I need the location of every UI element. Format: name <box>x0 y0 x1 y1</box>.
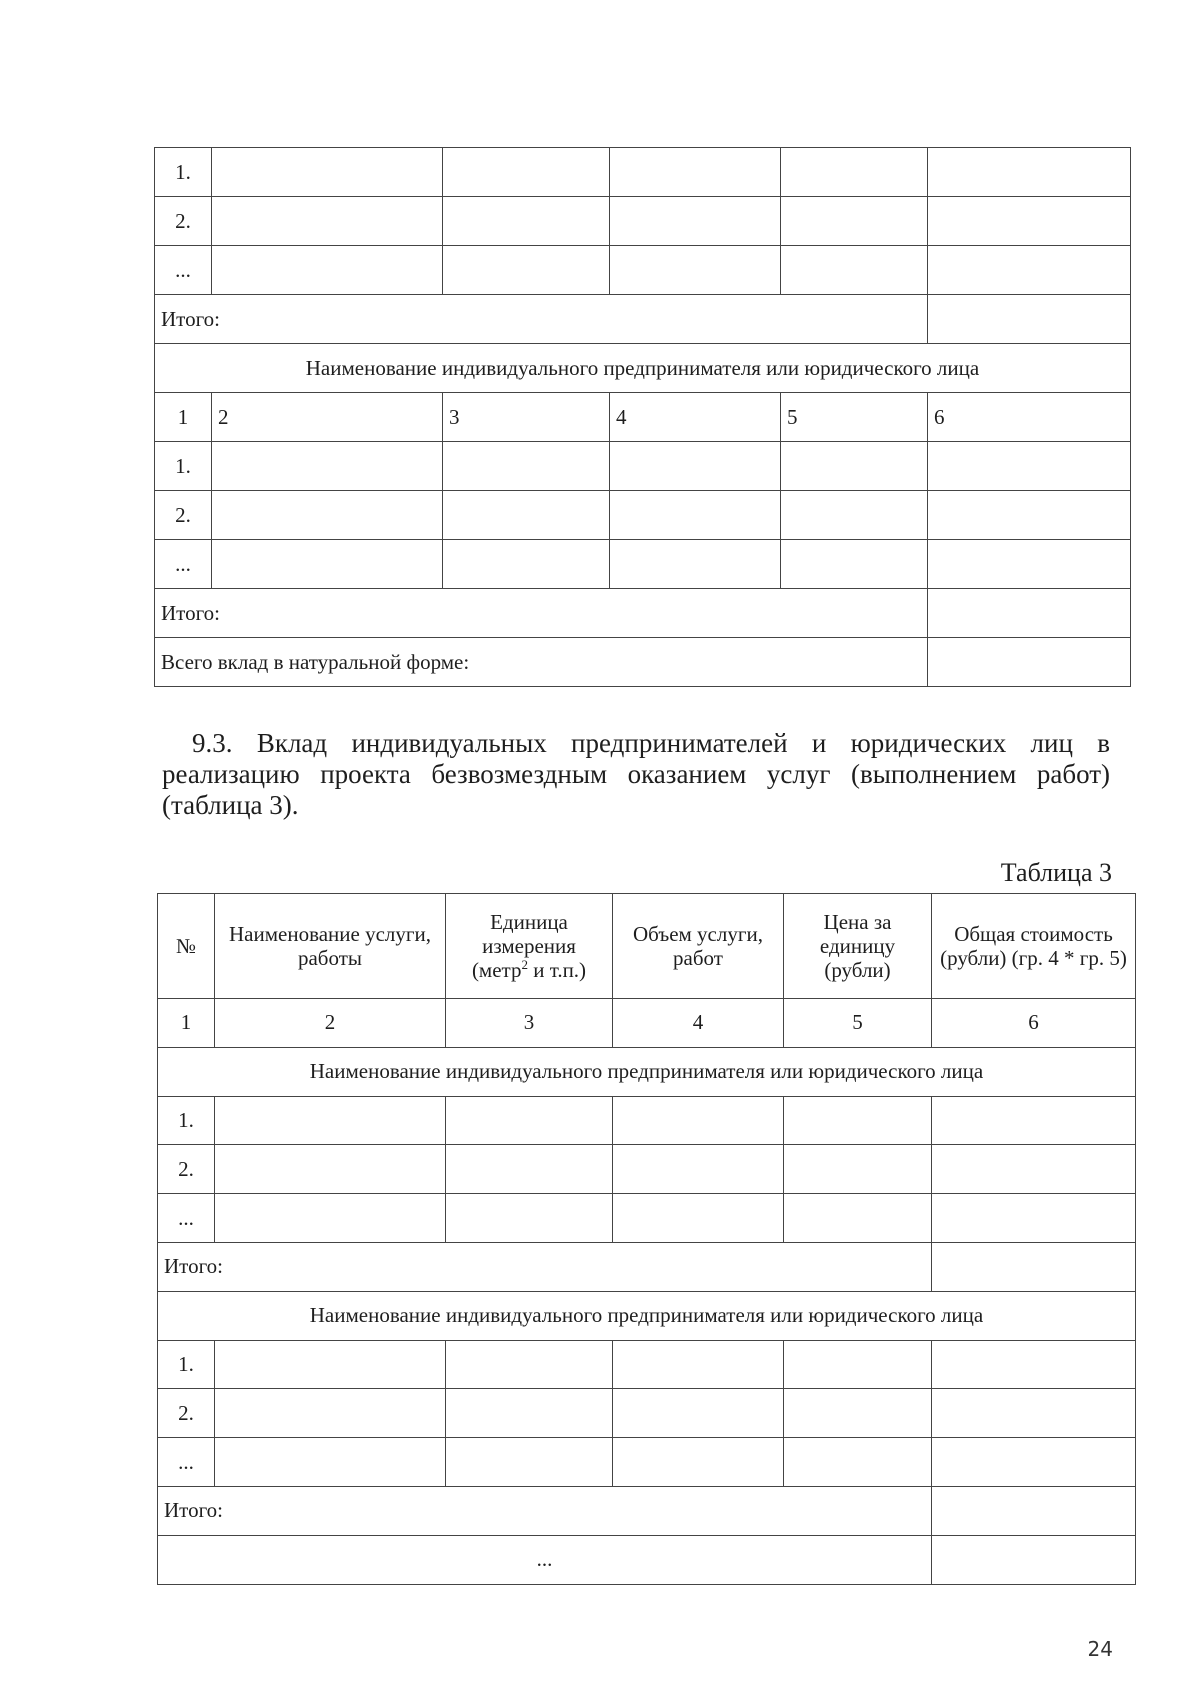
column-numbers-row <box>155 393 1131 442</box>
empty-cell <box>215 1340 446 1389</box>
col-num: 4 <box>610 393 781 442</box>
empty-cell <box>928 197 1131 246</box>
section-9-3-paragraph: 9.3. Вклад индивидуальных предпринимателей и юридических лиц в реализацию проекта безвозмездным оказанием услуг (выполнением работ) (таблица 3). <box>162 728 1110 820</box>
row-number: ... <box>158 1194 215 1243</box>
total-value-cell <box>928 589 1131 638</box>
empty-cell <box>446 1340 613 1389</box>
empty-cell <box>613 1096 784 1145</box>
col-num: 6 <box>928 393 1131 442</box>
entity-section-row <box>158 1047 1136 1096</box>
empty-cell <box>928 148 1131 197</box>
empty-cell <box>932 1096 1136 1145</box>
empty-cell <box>446 1145 613 1194</box>
empty-cell <box>613 1389 784 1438</box>
table-row <box>155 148 1131 197</box>
header-unit-price: Цена за единицу (рубли) <box>784 894 932 999</box>
empty-cell <box>932 1194 1136 1243</box>
total-row <box>155 638 1131 687</box>
empty-cell <box>443 197 610 246</box>
empty-cell <box>781 540 928 589</box>
empty-cell <box>784 1438 932 1487</box>
total-label: Итого: <box>158 1242 932 1291</box>
table-row <box>155 442 1131 491</box>
table-row <box>155 491 1131 540</box>
col-num: 1 <box>158 999 215 1048</box>
entity-section-row <box>155 344 1131 393</box>
entity-section-row <box>158 1291 1136 1340</box>
total-value-cell <box>928 638 1131 687</box>
entity-name-heading: Наименование индивидуального предпринимателя или юридического лица <box>158 1047 1136 1096</box>
row-number: 2. <box>158 1145 215 1194</box>
empty-cell <box>215 1194 446 1243</box>
row-number: 1. <box>155 442 212 491</box>
empty-cell <box>212 442 443 491</box>
empty-cell <box>446 1194 613 1243</box>
empty-cell <box>932 1145 1136 1194</box>
header-unit: Единица измерения (метр$^2$ и т.п.) <box>446 894 613 999</box>
empty-cell <box>446 1438 613 1487</box>
col-num: 3 <box>446 999 613 1048</box>
empty-cell <box>928 246 1131 295</box>
empty-cell <box>613 1194 784 1243</box>
row-number: ... <box>158 1438 215 1487</box>
empty-cell <box>781 491 928 540</box>
row-number: 2. <box>158 1389 215 1438</box>
empty-cell <box>613 1145 784 1194</box>
empty-cell <box>781 442 928 491</box>
col-num: 2 <box>212 393 443 442</box>
continuation-ellipsis: ... <box>158 1535 932 1584</box>
empty-cell <box>215 1145 446 1194</box>
empty-cell <box>610 491 781 540</box>
empty-cell <box>443 540 610 589</box>
row-number: ... <box>155 246 212 295</box>
col-num: 5 <box>784 999 932 1048</box>
empty-cell <box>215 1438 446 1487</box>
table-row <box>158 1389 1136 1438</box>
empty-cell <box>446 1096 613 1145</box>
table-3-caption: Таблица 3 <box>1000 858 1112 887</box>
empty-cell <box>781 197 928 246</box>
empty-cell <box>443 442 610 491</box>
header-number: № <box>158 894 215 999</box>
empty-cell <box>215 1389 446 1438</box>
table-row <box>158 1096 1136 1145</box>
col-num: 5 <box>781 393 928 442</box>
empty-cell <box>443 148 610 197</box>
entity-name-heading: Наименование индивидуального предпринимателя или юридического лица <box>155 344 1131 393</box>
col-num: 4 <box>613 999 784 1048</box>
col-num: 2 <box>215 999 446 1048</box>
empty-cell <box>784 1389 932 1438</box>
empty-cell <box>212 148 443 197</box>
header-service-name: Наименование услуги, работы <box>215 894 446 999</box>
total-row <box>158 1486 1136 1535</box>
total-label: Всего вклад в натуральной форме: <box>155 638 928 687</box>
services-contribution-table <box>157 893 1136 1585</box>
col-num: 6 <box>932 999 1136 1048</box>
table-header-row <box>158 894 1136 999</box>
empty-cell <box>928 491 1131 540</box>
header-volume: Объем услуги, работ <box>613 894 784 999</box>
total-label: Итого: <box>155 295 928 344</box>
empty-cell <box>613 1340 784 1389</box>
empty-cell <box>610 442 781 491</box>
table-row <box>158 1340 1136 1389</box>
empty-cell <box>928 540 1131 589</box>
empty-cell <box>932 1438 1136 1487</box>
table-row <box>158 1438 1136 1487</box>
empty-cell <box>446 1389 613 1438</box>
empty-cell <box>781 246 928 295</box>
col-num: 3 <box>443 393 610 442</box>
empty-cell <box>610 540 781 589</box>
empty-cell <box>610 148 781 197</box>
total-label: Итого: <box>155 589 928 638</box>
table-row <box>155 246 1131 295</box>
contribution-table-continued <box>154 147 1131 687</box>
empty-cell <box>784 1096 932 1145</box>
empty-cell <box>215 1096 446 1145</box>
continuation-row <box>158 1535 1136 1584</box>
empty-cell <box>932 1535 1136 1584</box>
empty-cell <box>610 197 781 246</box>
row-number: 1. <box>158 1340 215 1389</box>
empty-cell <box>443 491 610 540</box>
empty-cell <box>212 491 443 540</box>
total-row <box>155 589 1131 638</box>
empty-cell <box>784 1340 932 1389</box>
empty-cell <box>932 1340 1136 1389</box>
empty-cell <box>784 1194 932 1243</box>
empty-cell <box>613 1438 784 1487</box>
total-row <box>155 295 1131 344</box>
page-number: 24 <box>1087 1637 1113 1661</box>
total-label: Итого: <box>158 1486 932 1535</box>
total-row <box>158 1242 1136 1291</box>
row-number: 1. <box>158 1096 215 1145</box>
empty-cell <box>610 246 781 295</box>
row-number: 1. <box>155 148 212 197</box>
empty-cell <box>443 246 610 295</box>
total-value-cell <box>932 1486 1136 1535</box>
col-num: 1 <box>155 393 212 442</box>
empty-cell <box>212 246 443 295</box>
total-value-cell <box>928 295 1131 344</box>
table-row <box>158 1194 1136 1243</box>
total-value-cell <box>932 1242 1136 1291</box>
header-total-cost: Общая стоимость (рубли) (гр. 4 * гр. 5) <box>932 894 1136 999</box>
row-number: 2. <box>155 197 212 246</box>
entity-name-heading: Наименование индивидуального предпринимателя или юридического лица <box>158 1291 1136 1340</box>
row-number: ... <box>155 540 212 589</box>
row-number: 2. <box>155 491 212 540</box>
empty-cell <box>932 1389 1136 1438</box>
empty-cell <box>212 197 443 246</box>
table-row <box>155 540 1131 589</box>
empty-cell <box>784 1145 932 1194</box>
empty-cell <box>928 442 1131 491</box>
empty-cell <box>212 540 443 589</box>
table-row <box>155 197 1131 246</box>
empty-cell <box>781 148 928 197</box>
table-row <box>158 1145 1136 1194</box>
column-numbers-row <box>158 999 1136 1048</box>
